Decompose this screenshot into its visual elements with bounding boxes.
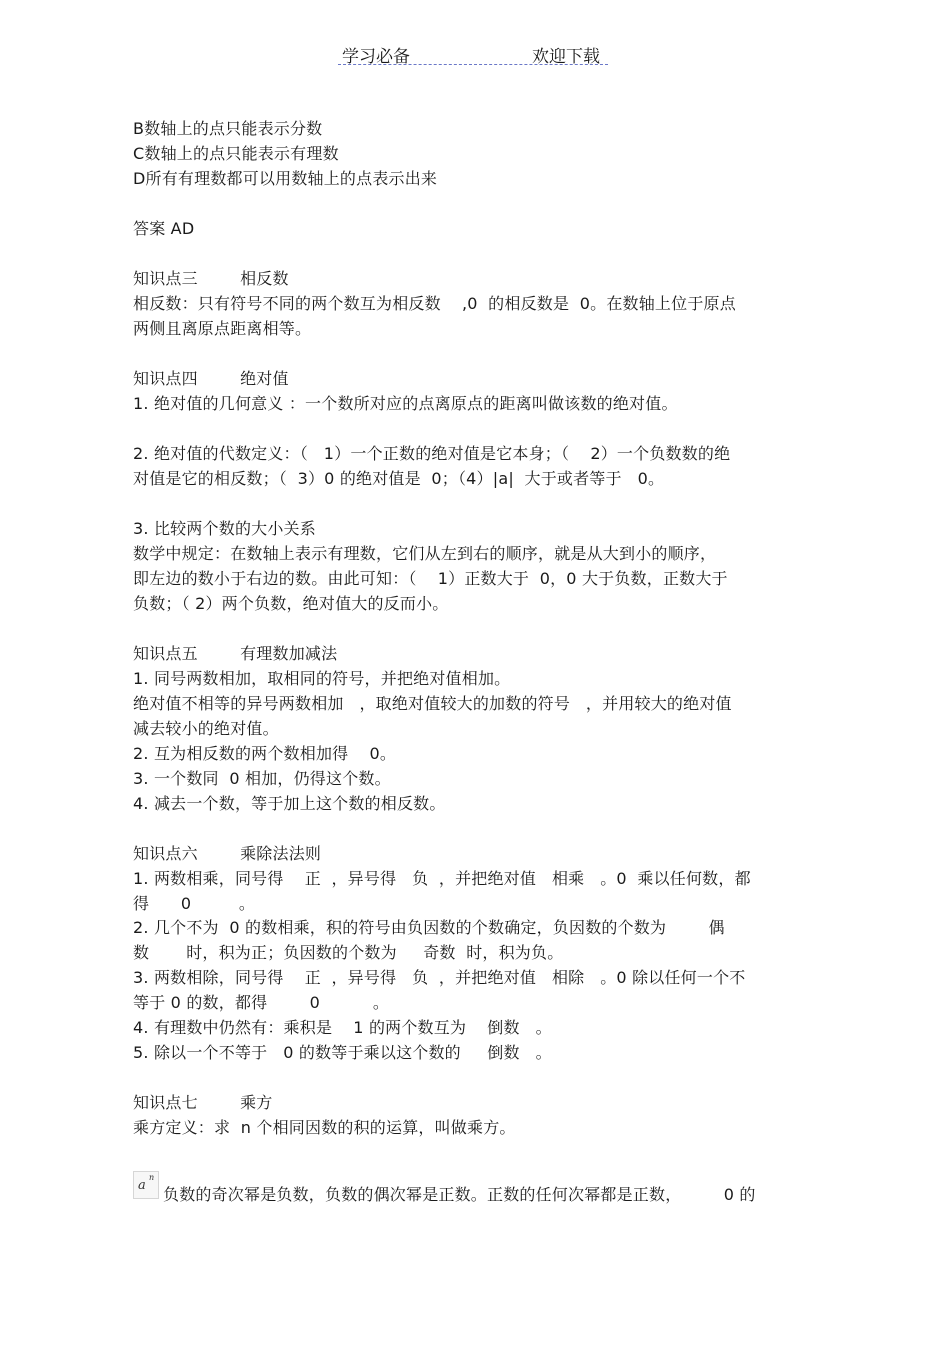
paragraph-line: 5. 除以一个不等于 0 的数等于乘以这个数的 倒数 。 — [133, 1043, 552, 1062]
paragraph-line: 即左边的数小于右边的数。由此可知：（ 1）正数大于 0，0 大于负数，正数大于 — [133, 569, 728, 588]
paragraph-line: 2. 绝对值的代数定义：（ 1）一个正数的绝对值是它本身；（ 2）一个负数数的绝 — [133, 444, 731, 463]
option-d: D所有有理数都可以用数轴上的点表示出来 — [133, 169, 438, 188]
paragraph-line: 2. 互为相反数的两个数相加得 0。 — [133, 744, 397, 763]
paragraph-line: 负数的奇次幂是负数，负数的偶次幂是正数。正数的任何次幂都是正数， 0 的 — [163, 1185, 756, 1204]
paragraph-line: 相反数：只有符号不同的两个数互为相反数 ,0 的相反数是 0。在数轴上位于原点 — [133, 294, 736, 313]
paragraph-line: 减去较小的绝对值。 — [133, 719, 279, 738]
power-formula-icon — [133, 1171, 159, 1199]
option-c: C数轴上的点只能表示有理数 — [133, 144, 339, 163]
paragraph-line: 1. 同号两数相加，取相同的符号，并把绝对值相加。 — [133, 669, 511, 688]
section-heading-4: 知识点四 绝对值 — [133, 369, 289, 388]
paragraph-line: 2. 几个不为 0 的数相乘，积的符号由负因数的个数确定，负因数的个数为 偶 — [133, 918, 725, 937]
section-heading-7: 知识点七 乘方 — [133, 1093, 273, 1112]
paragraph-line: 负数；（ 2）两个负数，绝对值大的反而小。 — [133, 594, 449, 613]
page-header — [338, 40, 608, 65]
paragraph-line: 4. 有理数中仍然有：乘积是 1 的两个数互为 倒数 。 — [133, 1018, 552, 1037]
paragraph-line: 乘方定义：求 n 个相同因数的积的运算，叫做乘方。 — [133, 1118, 516, 1137]
paragraph-line: 等于 0 的数，都得 0 。 — [133, 993, 390, 1012]
option-b: B数轴上的点只能表示分数 — [133, 119, 323, 138]
paragraph-line: 1. 两数相乘，同号得 正 ，异号得 负 ，并把绝对值 相乘 。0 乘以任何数，都 — [133, 869, 751, 888]
power-base: a — [138, 1178, 146, 1193]
answer-line: 答案 AD — [133, 219, 195, 238]
paragraph-line: 对值是它的相反数；（ 3）0 的绝对值是 0；（4）|a| 大于或者等于 0。 — [133, 469, 665, 488]
paragraph-line: 得 0 。 — [133, 894, 256, 913]
paragraph-line: 数 时，积为正；负因数的个数为 奇数 时，积为负。 — [133, 943, 564, 962]
header-right-text: 欢迎下载 — [532, 47, 600, 67]
power-exponent: n — [149, 1173, 155, 1182]
paragraph-line: 3. 比较两个数的大小关系 — [133, 519, 316, 538]
header-left-text: 学习必备 — [342, 47, 410, 67]
paragraph-line: 3. 一个数同 0 相加，仍得这个数。 — [133, 769, 391, 788]
paragraph-line: 数学中规定：在数轴上表示有理数，它们从左到右的顺序，就是从大到小的顺序， — [133, 544, 717, 563]
paragraph-line: 两侧且离原点距离相等。 — [133, 319, 312, 338]
paragraph-line: 绝对值不相等的异号两数相加 ，取绝对值较大的加数的符号 ，并用较大的绝对值 — [133, 694, 732, 713]
section-heading-6: 知识点六 乘除法法则 — [133, 844, 322, 863]
paragraph-line: 1. 绝对值的几何意义 ：一个数所对应的点离原点的距离叫做该数的绝对值。 — [133, 394, 678, 413]
section-heading-5: 知识点五 有理数加减法 — [133, 644, 338, 663]
paragraph-line: 3. 两数相除，同号得 正 ，异号得 负 ，并把绝对值 相除 。0 除以任何一个不 — [133, 968, 746, 987]
section-heading-3: 知识点三 相反数 — [133, 269, 289, 288]
paragraph-line: 4. 减去一个数，等于加上这个数的相反数。 — [133, 794, 446, 813]
